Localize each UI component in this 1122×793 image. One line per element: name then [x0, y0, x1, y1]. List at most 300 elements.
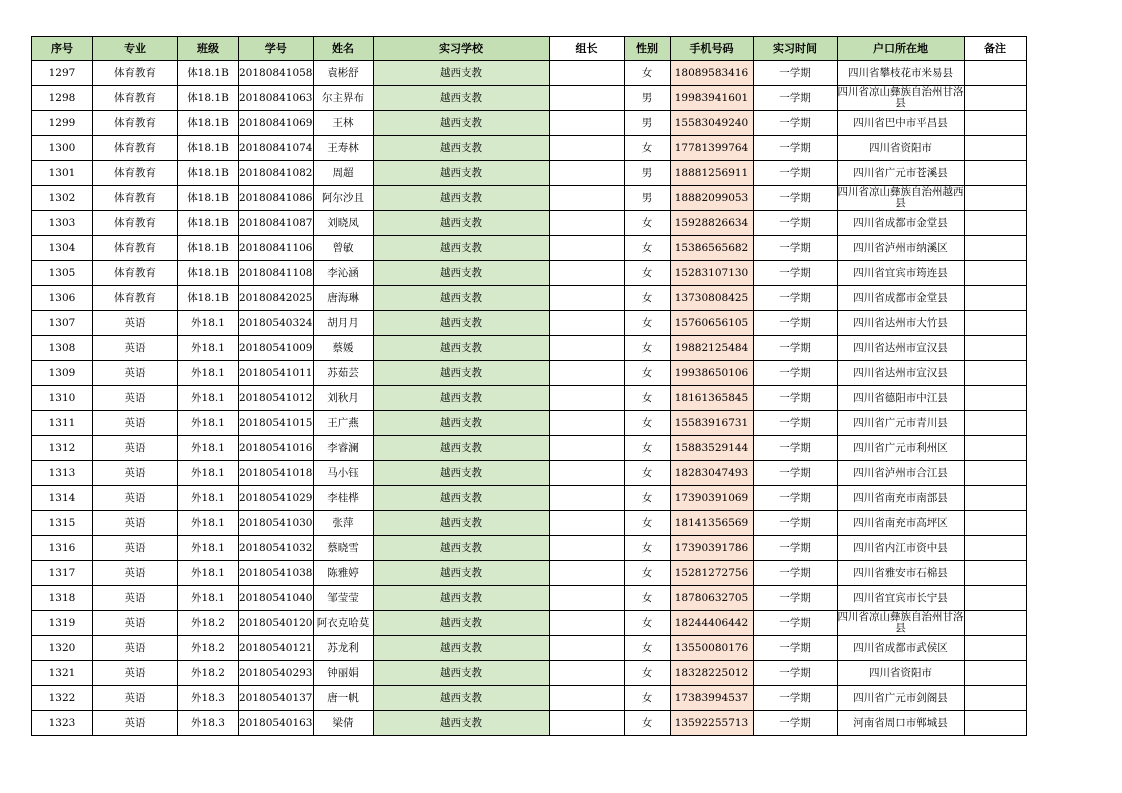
cell-phone: 15281272756	[670, 561, 753, 586]
cell-notes	[964, 561, 1026, 586]
cell-period: 一学期	[753, 661, 837, 686]
cell-seq: 1302	[32, 186, 93, 211]
cell-leader	[549, 511, 624, 536]
cell-school: 越西支教	[373, 136, 549, 161]
cell-school: 越西支教	[373, 511, 549, 536]
cell-major: 英语	[93, 611, 178, 636]
cell-phone: 17781399764	[670, 136, 753, 161]
cell-class: 体18.1B	[178, 111, 239, 136]
cell-seq: 1305	[32, 261, 93, 286]
cell-phone: 17383994537	[670, 686, 753, 711]
cell-class: 体18.1B	[178, 61, 239, 86]
cell-hukou: 四川省宜宾市长宁县	[837, 586, 964, 611]
cell-hukou: 四川省凉山彝族自治州越西县	[837, 186, 964, 209]
cell-school: 越西支教	[373, 486, 549, 511]
cell-leader	[549, 286, 624, 311]
cell-name: 梁倩	[313, 711, 373, 736]
cell-major: 体育教育	[93, 261, 178, 286]
table-row	[32, 336, 1027, 361]
cell-student-id: 20180541032	[239, 536, 314, 561]
table-row	[32, 486, 1027, 511]
cell-school: 越西支教	[373, 261, 549, 286]
cell-student-id: 20180540293	[239, 661, 314, 686]
cell-name: 阿衣克哈莫	[313, 611, 373, 636]
cell-seq: 1320	[32, 636, 93, 661]
cell-student-id: 20180540163	[239, 711, 314, 736]
cell-phone: 18244406442	[670, 611, 753, 636]
cell-hukou: 四川省凉山彝族自治州甘洛县	[837, 86, 964, 109]
cell-school: 越西支教	[373, 386, 549, 411]
cell-phone: 13550080176	[670, 636, 753, 661]
cell-school: 越西支教	[373, 186, 549, 211]
cell-notes	[964, 636, 1026, 661]
cell-period: 一学期	[753, 311, 837, 336]
cell-name: 李睿澜	[313, 436, 373, 461]
cell-gender: 男	[624, 111, 670, 136]
cell-school: 越西支教	[373, 611, 549, 636]
table-row	[32, 536, 1027, 561]
cell-gender: 女	[624, 261, 670, 286]
cell-hukou: 四川省达州市大竹县	[837, 311, 964, 336]
cell-school: 越西支教	[373, 411, 549, 436]
cell-notes	[964, 136, 1026, 161]
table-row	[32, 436, 1027, 461]
cell-hukou: 四川省广元市青川县	[837, 411, 964, 436]
cell-phone: 15386565682	[670, 236, 753, 261]
cell-leader	[549, 136, 624, 161]
cell-leader	[549, 411, 624, 436]
cell-name: 王寿林	[313, 136, 373, 161]
cell-name: 马小钰	[313, 461, 373, 486]
cell-class: 体18.1B	[178, 261, 239, 286]
cell-major: 体育教育	[93, 161, 178, 186]
cell-seq: 1309	[32, 361, 93, 386]
cell-leader	[549, 586, 624, 611]
cell-hukou: 四川省内江市资中县	[837, 536, 964, 561]
cell-name: 刘晓凤	[313, 211, 373, 236]
cell-major: 英语	[93, 636, 178, 661]
cell-hukou: 四川省攀枝花市米易县	[837, 61, 964, 86]
cell-notes	[964, 411, 1026, 436]
cell-seq: 1319	[32, 611, 93, 636]
cell-seq: 1303	[32, 211, 93, 236]
cell-hukou: 四川省雅安市石棉县	[837, 561, 964, 586]
cell-school: 越西支教	[373, 286, 549, 311]
cell-phone: 19882125484	[670, 336, 753, 361]
table-row	[32, 136, 1027, 161]
cell-hukou: 四川省泸州市合江县	[837, 461, 964, 486]
cell-gender: 女	[624, 211, 670, 236]
cell-period: 一学期	[753, 411, 837, 436]
cell-major: 体育教育	[93, 111, 178, 136]
cell-hukou: 四川省成都市金堂县	[837, 286, 964, 311]
cell-phone: 18328225012	[670, 661, 753, 686]
cell-leader	[549, 161, 624, 186]
table-row	[32, 186, 1027, 211]
cell-name: 唐一帆	[313, 686, 373, 711]
table-row	[32, 586, 1027, 611]
cell-student-id: 20180541012	[239, 386, 314, 411]
table-row	[32, 461, 1027, 486]
cell-major: 英语	[93, 361, 178, 386]
cell-school: 越西支教	[373, 711, 549, 736]
cell-student-id: 20180541040	[239, 586, 314, 611]
cell-period: 一学期	[753, 711, 837, 736]
cell-major: 英语	[93, 661, 178, 686]
cell-period: 一学期	[753, 386, 837, 411]
cell-phone: 15583916731	[670, 411, 753, 436]
table-row	[32, 61, 1027, 86]
cell-student-id: 20180541011	[239, 361, 314, 386]
cell-seq: 1301	[32, 161, 93, 186]
cell-name: 钟丽娟	[313, 661, 373, 686]
cell-hukou: 四川省德阳市中江县	[837, 386, 964, 411]
cell-seq: 1311	[32, 411, 93, 436]
cell-leader	[549, 561, 624, 586]
cell-leader	[549, 261, 624, 286]
cell-school: 越西支教	[373, 686, 549, 711]
cell-period: 一学期	[753, 336, 837, 361]
cell-leader	[549, 86, 624, 111]
header-school: 实习学校	[373, 37, 549, 61]
cell-seq: 1306	[32, 286, 93, 311]
cell-school: 越西支教	[373, 561, 549, 586]
table-row	[32, 561, 1027, 586]
cell-period: 一学期	[753, 211, 837, 236]
cell-notes	[964, 436, 1026, 461]
cell-major: 体育教育	[93, 211, 178, 236]
cell-student-id: 20180540324	[239, 311, 314, 336]
cell-period: 一学期	[753, 236, 837, 261]
cell-name: 邹莹莹	[313, 586, 373, 611]
cell-gender: 女	[624, 311, 670, 336]
cell-seq: 1315	[32, 511, 93, 536]
cell-period: 一学期	[753, 561, 837, 586]
header-period: 实习时间	[753, 37, 837, 61]
cell-period: 一学期	[753, 636, 837, 661]
cell-name: 阿尔沙且	[313, 186, 373, 211]
cell-seq: 1321	[32, 661, 93, 686]
cell-name: 周超	[313, 161, 373, 186]
cell-phone: 18141356569	[670, 511, 753, 536]
cell-student-id: 20180841069	[239, 111, 314, 136]
cell-hukou: 四川省广元市剑阁县	[837, 686, 964, 711]
cell-name: 苏茹芸	[313, 361, 373, 386]
cell-period: 一学期	[753, 511, 837, 536]
cell-name: 胡月月	[313, 311, 373, 336]
table-body	[32, 61, 1027, 736]
cell-class: 体18.1B	[178, 86, 239, 111]
cell-class: 外18.1	[178, 486, 239, 511]
cell-class: 外18.1	[178, 586, 239, 611]
cell-gender: 男	[624, 86, 670, 111]
cell-hukou: 四川省巴中市平昌县	[837, 111, 964, 136]
cell-gender: 男	[624, 161, 670, 186]
cell-seq: 1310	[32, 386, 93, 411]
table-row	[32, 261, 1027, 286]
header-student-id: 学号	[239, 37, 314, 61]
cell-notes	[964, 161, 1026, 186]
cell-school: 越西支教	[373, 336, 549, 361]
cell-phone: 18089583416	[670, 61, 753, 86]
table-row	[32, 611, 1027, 636]
cell-period: 一学期	[753, 536, 837, 561]
cell-period: 一学期	[753, 611, 837, 636]
cell-phone: 19983941601	[670, 86, 753, 111]
cell-notes	[964, 111, 1026, 136]
cell-school: 越西支教	[373, 436, 549, 461]
cell-leader	[549, 311, 624, 336]
cell-gender: 女	[624, 461, 670, 486]
cell-student-id: 20180841087	[239, 211, 314, 236]
cell-major: 英语	[93, 486, 178, 511]
cell-school: 越西支教	[373, 361, 549, 386]
cell-class: 外18.2	[178, 636, 239, 661]
cell-school: 越西支教	[373, 161, 549, 186]
cell-student-id: 20180841074	[239, 136, 314, 161]
cell-period: 一学期	[753, 486, 837, 511]
cell-period: 一学期	[753, 261, 837, 286]
cell-hukou: 四川省泸州市纳溪区	[837, 236, 964, 261]
cell-class: 外18.2	[178, 661, 239, 686]
cell-notes	[964, 311, 1026, 336]
cell-gender: 女	[624, 336, 670, 361]
cell-hukou: 四川省达州市宣汉县	[837, 361, 964, 386]
cell-gender: 女	[624, 411, 670, 436]
cell-leader	[549, 186, 624, 211]
header-class: 班级	[178, 37, 239, 61]
cell-name: 张萍	[313, 511, 373, 536]
table-row	[32, 636, 1027, 661]
cell-phone: 18882099053	[670, 186, 753, 211]
cell-major: 英语	[93, 311, 178, 336]
cell-school: 越西支教	[373, 211, 549, 236]
cell-gender: 女	[624, 61, 670, 86]
cell-phone: 15283107130	[670, 261, 753, 286]
cell-gender: 女	[624, 236, 670, 261]
cell-gender: 女	[624, 611, 670, 636]
cell-leader	[549, 686, 624, 711]
header-phone: 手机号码	[670, 37, 753, 61]
cell-seq: 1300	[32, 136, 93, 161]
cell-leader	[549, 711, 624, 736]
cell-notes	[964, 586, 1026, 611]
cell-class: 外18.1	[178, 561, 239, 586]
cell-school: 越西支教	[373, 636, 549, 661]
cell-gender: 女	[624, 636, 670, 661]
cell-class: 外18.1	[178, 411, 239, 436]
cell-major: 体育教育	[93, 186, 178, 211]
cell-class: 体18.1B	[178, 186, 239, 211]
cell-student-id: 20180841086	[239, 186, 314, 211]
cell-major: 体育教育	[93, 236, 178, 261]
cell-seq: 1297	[32, 61, 93, 86]
cell-school: 越西支教	[373, 311, 549, 336]
cell-notes	[964, 661, 1026, 686]
header-gender: 性别	[624, 37, 670, 61]
cell-period: 一学期	[753, 586, 837, 611]
cell-class: 外18.1	[178, 536, 239, 561]
header-major: 专业	[93, 37, 178, 61]
cell-phone: 15760656105	[670, 311, 753, 336]
cell-class: 外18.2	[178, 611, 239, 636]
cell-major: 英语	[93, 561, 178, 586]
cell-major: 体育教育	[93, 136, 178, 161]
cell-student-id: 20180540121	[239, 636, 314, 661]
cell-seq: 1323	[32, 711, 93, 736]
cell-gender: 女	[624, 511, 670, 536]
cell-name: 蔡晓雪	[313, 536, 373, 561]
cell-class: 外18.3	[178, 686, 239, 711]
cell-major: 英语	[93, 336, 178, 361]
cell-name: 蔡媛	[313, 336, 373, 361]
cell-leader	[549, 536, 624, 561]
cell-school: 越西支教	[373, 111, 549, 136]
cell-leader	[549, 486, 624, 511]
cell-gender: 女	[624, 286, 670, 311]
table-row	[32, 161, 1027, 186]
cell-major: 英语	[93, 411, 178, 436]
cell-seq: 1322	[32, 686, 93, 711]
cell-school: 越西支教	[373, 586, 549, 611]
cell-phone: 18283047493	[670, 461, 753, 486]
cell-phone: 15883529144	[670, 436, 753, 461]
cell-seq: 1313	[32, 461, 93, 486]
cell-leader	[549, 236, 624, 261]
cell-seq: 1308	[32, 336, 93, 361]
cell-hukou: 四川省资阳市	[837, 136, 964, 161]
cell-leader	[549, 61, 624, 86]
cell-class: 体18.1B	[178, 136, 239, 161]
cell-gender: 女	[624, 586, 670, 611]
cell-seq: 1314	[32, 486, 93, 511]
cell-period: 一学期	[753, 111, 837, 136]
cell-seq: 1304	[32, 236, 93, 261]
table-row	[32, 236, 1027, 261]
cell-period: 一学期	[753, 461, 837, 486]
cell-student-id: 20180841063	[239, 86, 314, 111]
cell-notes	[964, 511, 1026, 536]
cell-hukou: 四川省成都市金堂县	[837, 211, 964, 236]
cell-notes	[964, 186, 1026, 211]
cell-phone: 18161365845	[670, 386, 753, 411]
cell-seq: 1307	[32, 311, 93, 336]
table-row	[32, 511, 1027, 536]
cell-seq: 1312	[32, 436, 93, 461]
table-row	[32, 711, 1027, 736]
cell-leader	[549, 361, 624, 386]
cell-major: 英语	[93, 386, 178, 411]
cell-class: 体18.1B	[178, 236, 239, 261]
cell-student-id: 20180541029	[239, 486, 314, 511]
cell-period: 一学期	[753, 186, 837, 211]
cell-hukou: 四川省广元市苍溪县	[837, 161, 964, 186]
table-row	[32, 661, 1027, 686]
cell-period: 一学期	[753, 361, 837, 386]
cell-class: 体18.1B	[178, 286, 239, 311]
cell-hukou: 四川省达州市宣汉县	[837, 336, 964, 361]
cell-major: 英语	[93, 461, 178, 486]
header-notes: 备注	[964, 37, 1026, 61]
cell-class: 外18.3	[178, 711, 239, 736]
cell-class: 外18.1	[178, 361, 239, 386]
cell-school: 越西支教	[373, 61, 549, 86]
cell-student-id: 20180541009	[239, 336, 314, 361]
header-seq: 序号	[32, 37, 93, 61]
header-leader: 组长	[549, 37, 624, 61]
cell-gender: 女	[624, 386, 670, 411]
cell-notes	[964, 711, 1026, 736]
cell-period: 一学期	[753, 436, 837, 461]
cell-phone: 15583049240	[670, 111, 753, 136]
cell-gender: 女	[624, 486, 670, 511]
cell-student-id: 20180540137	[239, 686, 314, 711]
cell-student-id: 20180841058	[239, 61, 314, 86]
cell-notes	[964, 86, 1026, 111]
cell-class: 外18.1	[178, 511, 239, 536]
cell-name: 李桂桦	[313, 486, 373, 511]
cell-period: 一学期	[753, 686, 837, 711]
cell-leader	[549, 661, 624, 686]
cell-hukou: 四川省广元市利州区	[837, 436, 964, 461]
cell-phone: 17390391069	[670, 486, 753, 511]
cell-major: 英语	[93, 436, 178, 461]
header-row	[32, 37, 1027, 61]
cell-notes	[964, 536, 1026, 561]
table-row	[32, 111, 1027, 136]
table-row	[32, 311, 1027, 336]
cell-school: 越西支教	[373, 86, 549, 111]
cell-leader	[549, 386, 624, 411]
cell-notes	[964, 386, 1026, 411]
cell-hukou: 四川省资阳市	[837, 661, 964, 686]
cell-notes	[964, 336, 1026, 361]
cell-notes	[964, 461, 1026, 486]
cell-major: 体育教育	[93, 86, 178, 111]
cell-period: 一学期	[753, 86, 837, 111]
cell-notes	[964, 261, 1026, 286]
table-row	[32, 386, 1027, 411]
cell-gender: 男	[624, 186, 670, 211]
cell-notes	[964, 486, 1026, 511]
cell-leader	[549, 436, 624, 461]
cell-hukou: 四川省宜宾市筠连县	[837, 261, 964, 286]
cell-student-id: 20180541015	[239, 411, 314, 436]
cell-gender: 女	[624, 661, 670, 686]
cell-name: 尔主界布	[313, 86, 373, 111]
cell-gender: 女	[624, 361, 670, 386]
cell-class: 外18.1	[178, 336, 239, 361]
table-row	[32, 361, 1027, 386]
cell-seq: 1316	[32, 536, 93, 561]
cell-gender: 女	[624, 436, 670, 461]
cell-phone: 19938650106	[670, 361, 753, 386]
cell-major: 体育教育	[93, 61, 178, 86]
cell-notes	[964, 236, 1026, 261]
cell-leader	[549, 336, 624, 361]
cell-notes	[964, 61, 1026, 86]
cell-phone: 17390391786	[670, 536, 753, 561]
cell-period: 一学期	[753, 161, 837, 186]
cell-gender: 女	[624, 136, 670, 161]
cell-name: 陈雅婷	[313, 561, 373, 586]
cell-name: 李沁涵	[313, 261, 373, 286]
cell-hukou: 四川省成都市武侯区	[837, 636, 964, 661]
cell-name: 曾敏	[313, 236, 373, 261]
cell-class: 外18.1	[178, 386, 239, 411]
cell-gender: 女	[624, 536, 670, 561]
student-internship-table	[31, 36, 1027, 736]
